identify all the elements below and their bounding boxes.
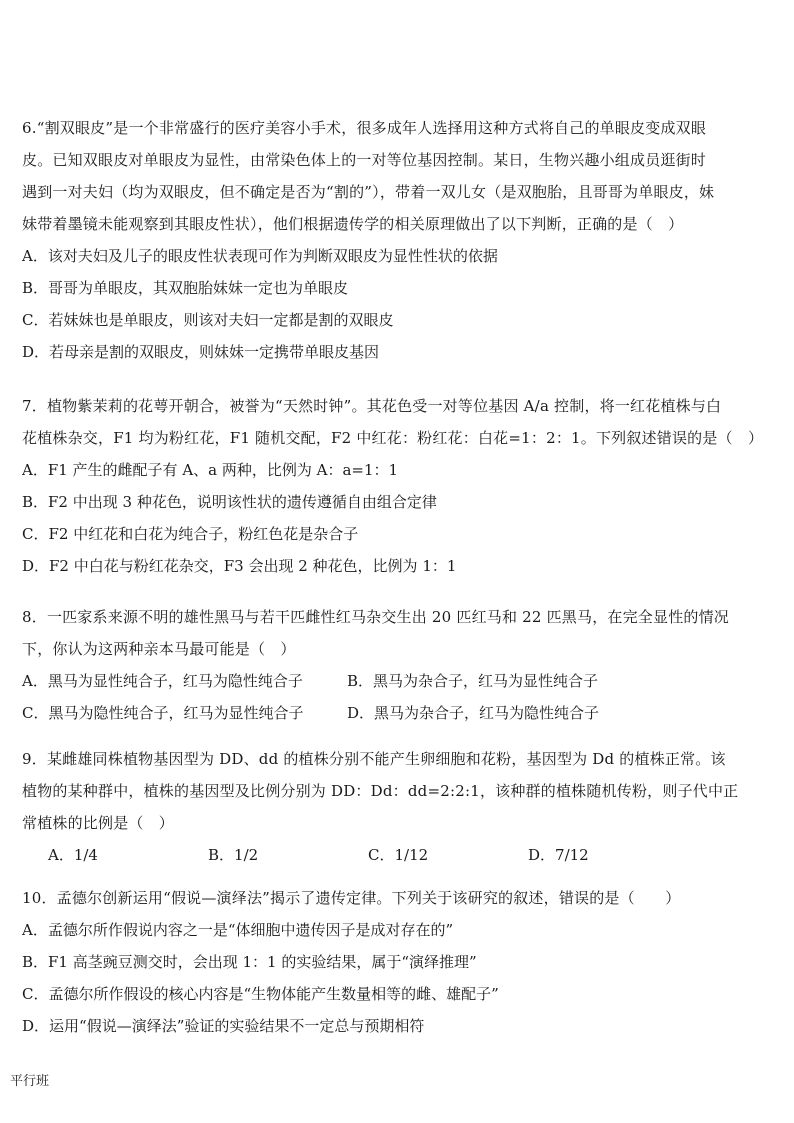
question-9-option-b: B．1/2 xyxy=(208,846,259,864)
question-7 xyxy=(22,390,782,582)
question-6 xyxy=(22,112,782,368)
question-9-stem-line-2: 植物的某种群中，植株的基因型及比例分别为 DD：Dd：dd=2:2:1，该种群的植株随机传粉，则子代中正 xyxy=(22,782,739,800)
question-7-option-a: A．F1 产生的雌配子有 A、a 两种，比例为 A：a=1：1 xyxy=(22,461,399,479)
question-6-stem-line-2: 皮。已知双眼皮对单眼皮为显性，由常染色体上的一对等位基因控制。某日，生物兴趣小组成员逛街时 xyxy=(22,151,707,169)
question-9-options-row xyxy=(22,839,782,871)
question-9-stem-line-3: 常植株的比例是（ ） xyxy=(22,814,175,832)
question-10-option-c: C．孟德尔所作假设的核心内容是“生物体能产生数量相等的雌、雄配子” xyxy=(22,985,499,1003)
question-8-stem-line-2: 下，你认为这两种亲本马最可能是（ ） xyxy=(22,640,296,658)
question-8-option-a: A．黑马为显性纯合子，红马为隐性纯合子 xyxy=(22,672,303,690)
question-8-options-row-1 xyxy=(22,665,782,697)
question-10-option-a: A．孟德尔所作假说内容之一是“体细胞中遗传因子是成对存在的” xyxy=(22,921,454,939)
question-9-option-c: C．1/12 xyxy=(368,846,429,864)
question-6-option-a: A．该对夫妇及儿子的眼皮性状表现可作为判断双眼皮为显性性状的依据 xyxy=(22,247,498,265)
question-8 xyxy=(22,601,782,729)
question-6-stem-line-3: 遇到一对夫妇（均为双眼皮，但不确定是否为“割的”），带着一双儿女（是双胞胎，且哥哥为单眼皮，妹 xyxy=(22,183,715,201)
question-7-option-b: B．F2 中出现 3 种花色，说明该性状的遗传遵循自由组合定律 xyxy=(22,493,437,511)
question-7-stem-line-1: 7．植物紫茉莉的花萼开朝合，被誉为“天然时钟”。其花色受一对等位基因 A/a 控制，将一红花植株与白 xyxy=(22,397,722,415)
question-8-options-row-2 xyxy=(22,697,782,729)
question-6-option-c: C．若妹妹也是单眼皮，则该对夫妇一定都是割的双眼皮 xyxy=(22,311,394,329)
question-7-option-d: D．F2 中白花与粉红花杂交，F3 会出现 2 种花色，比例为 1：1 xyxy=(22,557,457,575)
question-10-option-b: B．F1 高茎豌豆测交时，会出现 1：1 的实验结果，属于“演绎推理” xyxy=(22,953,477,971)
question-9-option-d: D．7/12 xyxy=(528,846,589,864)
question-7-stem-line-2: 花植株杂交，F1 均为粉红花，F1 随机交配，F2 中红花：粉红花：白花=1：2：1。下列叙述错误的是（ ） xyxy=(22,429,764,447)
question-9-option-a: A．1/4 xyxy=(48,846,98,864)
question-10-stem-line-1: 10．孟德尔创新运用“假说—演绎法”揭示了遗传定律。下列关于该研究的叙述，错误的是（ ） xyxy=(22,889,681,907)
question-10-option-d: D．运用“假说—演绎法”验证的实验结果不一定总与预期相符 xyxy=(22,1017,425,1035)
question-10 xyxy=(22,882,782,1042)
question-8-option-c: C．黑马为隐性纯合子，红马为显性纯合子 xyxy=(22,704,304,722)
question-8-stem-line-1: 8．一匹家系来源不明的雄性黑马与若干匹雌性红马杂交生出 20 匹红马和 22 匹黑马，在完全显性的情况 xyxy=(22,608,729,626)
question-6-stem-line-4: 妹带着墨镜未能观察到其眼皮性状），他们根据遗传学的相关原理做出了以下判断，正确的是（ ） xyxy=(22,215,684,233)
question-8-option-d: D．黑马为杂合子，红马为隐性纯合子 xyxy=(347,704,600,722)
question-9 xyxy=(22,743,782,871)
question-9-stem-line-1: 9．某雌雄同株植物基因型为 DD、dd 的植株分别不能产生卵细胞和花粉，基因型为 Dd 的植株正常。该 xyxy=(22,750,726,768)
footer-class-label: 平行班 xyxy=(10,1074,50,1089)
question-7-option-c: C．F2 中红花和白花为纯合子，粉红色花是杂合子 xyxy=(22,525,359,543)
question-6-option-b: B．哥哥为单眼皮，其双胞胎妹妹一定也为单眼皮 xyxy=(22,279,349,297)
question-6-option-d: D．若母亲是割的双眼皮，则妹妹一定携带单眼皮基因 xyxy=(22,343,380,361)
question-8-option-b: B．黑马为杂合子，红马为显性纯合子 xyxy=(347,672,599,690)
question-6-stem-line-1: 6.“割双眼皮”是一个非常盛行的医疗美容小手术，很多成年人选择用这种方式将自己的单眼皮变成双眼 xyxy=(22,119,707,137)
